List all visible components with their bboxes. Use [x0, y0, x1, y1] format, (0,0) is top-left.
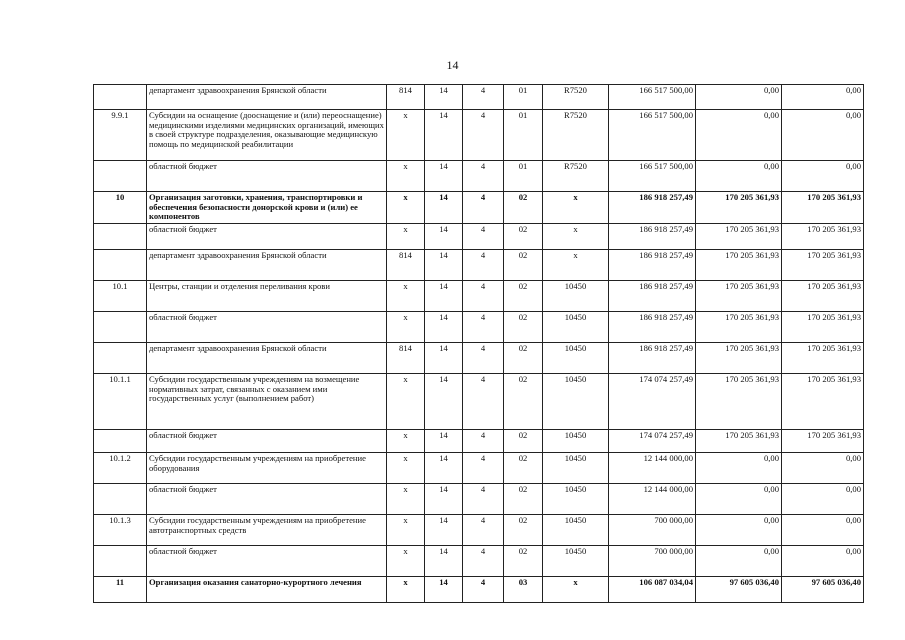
section-code: 14 [425, 545, 463, 576]
target-code-1: 01 [504, 161, 543, 192]
target-code-2: 10450 [543, 429, 609, 452]
row-number [94, 249, 147, 280]
subsection-code: 4 [463, 514, 504, 545]
section-code: 14 [425, 514, 463, 545]
target-code-1: 02 [504, 342, 543, 373]
row-number [94, 483, 147, 514]
amount-year-3: 0,00 [782, 452, 864, 483]
subsection-code: 4 [463, 223, 504, 249]
page-number: 14 [446, 58, 459, 72]
grbs-code: х [387, 161, 425, 192]
subsection-code: 4 [463, 342, 504, 373]
table-row [94, 249, 864, 280]
table-row [94, 161, 864, 192]
amount-year-2: 170 205 361,93 [696, 249, 782, 280]
target-code-2: 10450 [543, 311, 609, 342]
target-code-1: 02 [504, 280, 543, 311]
grbs-code: х [387, 429, 425, 452]
amount-year-1: 186 918 257,49 [609, 311, 696, 342]
target-code-1: 01 [504, 85, 543, 110]
row-number [94, 223, 147, 249]
section-code: 14 [425, 452, 463, 483]
grbs-code: х [387, 514, 425, 545]
subsection-code: 4 [463, 85, 504, 110]
row-name: департамент здравоохранения Брянской области [147, 85, 387, 110]
table-row [94, 342, 864, 373]
row-number: 10 [94, 192, 147, 224]
amount-year-3: 170 205 361,93 [782, 280, 864, 311]
target-code-2: 10450 [543, 483, 609, 514]
target-code-1: 02 [504, 223, 543, 249]
section-code: 14 [425, 110, 463, 161]
grbs-code: х [387, 483, 425, 514]
target-code-2: R7520 [543, 161, 609, 192]
target-code-2: х [543, 249, 609, 280]
row-name: областной бюджет [147, 483, 387, 514]
target-code-2: 10450 [543, 452, 609, 483]
table-row [94, 311, 864, 342]
table-row [94, 514, 864, 545]
grbs-code: х [387, 452, 425, 483]
section-code: 14 [425, 429, 463, 452]
row-number [94, 85, 147, 110]
amount-year-2: 170 205 361,93 [696, 192, 782, 224]
target-code-1: 02 [504, 452, 543, 483]
amount-year-3: 0,00 [782, 545, 864, 576]
amount-year-1: 186 918 257,49 [609, 249, 696, 280]
amount-year-2: 0,00 [696, 161, 782, 192]
row-number [94, 342, 147, 373]
section-code: 14 [425, 223, 463, 249]
amount-year-3: 170 205 361,93 [782, 192, 864, 224]
row-name: областной бюджет [147, 429, 387, 452]
subsection-code: 4 [463, 311, 504, 342]
table-row [94, 280, 864, 311]
target-code-2: R7520 [543, 110, 609, 161]
amount-year-2: 0,00 [696, 483, 782, 514]
section-code: 14 [425, 85, 463, 110]
row-number: 10.1.3 [94, 514, 147, 545]
amount-year-2: 170 205 361,93 [696, 223, 782, 249]
amount-year-3: 170 205 361,93 [782, 249, 864, 280]
subsection-code: 4 [463, 576, 504, 602]
amount-year-3: 170 205 361,93 [782, 342, 864, 373]
subsection-code: 4 [463, 280, 504, 311]
row-name: департамент здравоохранения Брянской области [147, 249, 387, 280]
row-name: областной бюджет [147, 545, 387, 576]
target-code-2: 10450 [543, 280, 609, 311]
amount-year-1: 166 517 500,00 [609, 110, 696, 161]
section-code: 14 [425, 161, 463, 192]
row-number: 9.9.1 [94, 110, 147, 161]
amount-year-2: 170 205 361,93 [696, 342, 782, 373]
section-code: 14 [425, 192, 463, 224]
target-code-2: х [543, 223, 609, 249]
target-code-2: 10450 [543, 545, 609, 576]
table-row [94, 452, 864, 483]
grbs-code: х [387, 280, 425, 311]
amount-year-1: 186 918 257,49 [609, 280, 696, 311]
row-number [94, 161, 147, 192]
row-name: областной бюджет [147, 161, 387, 192]
table-row [94, 373, 864, 429]
row-name: Субсидии государственным учреждениям на приобретение автотранспортных средств [147, 514, 387, 545]
amount-year-1: 12 144 000,00 [609, 452, 696, 483]
amount-year-1: 186 918 257,49 [609, 192, 696, 224]
amount-year-2: 97 605 036,40 [696, 576, 782, 602]
row-name: Субсидии на оснащение (дооснащение и (или) переоснащение) медицинскими изделиями медицинских организаций, имеющих в своей структуре подразделения, оказывающие медицинскую помощь по медицинской реабилитации [147, 110, 387, 161]
amount-year-3: 0,00 [782, 514, 864, 545]
grbs-code: х [387, 545, 425, 576]
amount-year-3: 170 205 361,93 [782, 429, 864, 452]
amount-year-1: 186 918 257,49 [609, 342, 696, 373]
amount-year-3: 170 205 361,93 [782, 311, 864, 342]
grbs-code: 814 [387, 85, 425, 110]
amount-year-2: 0,00 [696, 545, 782, 576]
section-code: 14 [425, 280, 463, 311]
amount-year-2: 0,00 [696, 85, 782, 110]
amount-year-2: 170 205 361,93 [696, 373, 782, 429]
target-code-2: 10450 [543, 373, 609, 429]
amount-year-2: 0,00 [696, 452, 782, 483]
section-code: 14 [425, 249, 463, 280]
row-name: областной бюджет [147, 223, 387, 249]
grbs-code: х [387, 311, 425, 342]
grbs-code: х [387, 223, 425, 249]
amount-year-1: 174 074 257,49 [609, 373, 696, 429]
row-name: Организация заготовки, хранения, транспортировки и обеспечения безопасности донорской крови и (или) ее компонентов [147, 192, 387, 224]
subsection-code: 4 [463, 373, 504, 429]
target-code-2: х [543, 192, 609, 224]
subsection-code: 4 [463, 483, 504, 514]
table-row [94, 85, 864, 110]
target-code-1: 02 [504, 429, 543, 452]
amount-year-1: 166 517 500,00 [609, 85, 696, 110]
row-number: 10.1.1 [94, 373, 147, 429]
subsection-code: 4 [463, 545, 504, 576]
amount-year-2: 170 205 361,93 [696, 311, 782, 342]
section-code: 14 [425, 342, 463, 373]
amount-year-1: 106 087 034,04 [609, 576, 696, 602]
subsection-code: 4 [463, 429, 504, 452]
grbs-code: 814 [387, 342, 425, 373]
amount-year-1: 174 074 257,49 [609, 429, 696, 452]
amount-year-3: 170 205 361,93 [782, 223, 864, 249]
target-code-2: х [543, 576, 609, 602]
grbs-code: х [387, 576, 425, 602]
subsection-code: 4 [463, 452, 504, 483]
target-code-1: 02 [504, 373, 543, 429]
subsection-code: 4 [463, 161, 504, 192]
amount-year-1: 166 517 500,00 [609, 161, 696, 192]
section-code: 14 [425, 483, 463, 514]
target-code-2: R7520 [543, 85, 609, 110]
amount-year-2: 0,00 [696, 110, 782, 161]
target-code-1: 01 [504, 110, 543, 161]
table-row [94, 223, 864, 249]
table-row [94, 192, 864, 224]
row-number: 10.1 [94, 280, 147, 311]
table-row [94, 483, 864, 514]
row-number [94, 429, 147, 452]
row-name: Субсидии государственным учреждениям на возмещение нормативных затрат, связанных с оказанием ими государственных услуг (выполнением работ) [147, 373, 387, 429]
row-number [94, 311, 147, 342]
amount-year-3: 97 605 036,40 [782, 576, 864, 602]
row-name: Центры, станции и отделения переливания крови [147, 280, 387, 311]
row-name: областной бюджет [147, 311, 387, 342]
section-code: 14 [425, 373, 463, 429]
amount-year-2: 170 205 361,93 [696, 429, 782, 452]
subsection-code: 4 [463, 192, 504, 224]
row-number [94, 545, 147, 576]
grbs-code: х [387, 373, 425, 429]
table-row [94, 429, 864, 452]
table-row [94, 110, 864, 161]
target-code-2: 10450 [543, 514, 609, 545]
row-name: департамент здравоохранения Брянской области [147, 342, 387, 373]
target-code-1: 02 [504, 249, 543, 280]
grbs-code: 814 [387, 249, 425, 280]
target-code-1: 02 [504, 311, 543, 342]
table-row [94, 576, 864, 602]
budget-table [93, 84, 864, 603]
subsection-code: 4 [463, 249, 504, 280]
row-name: Организация оказания санаторно-курортного лечения [147, 576, 387, 602]
amount-year-3: 0,00 [782, 85, 864, 110]
subsection-code: 4 [463, 110, 504, 161]
amount-year-3: 0,00 [782, 161, 864, 192]
target-code-2: 10450 [543, 342, 609, 373]
section-code: 14 [425, 311, 463, 342]
amount-year-2: 170 205 361,93 [696, 280, 782, 311]
amount-year-2: 0,00 [696, 514, 782, 545]
target-code-1: 02 [504, 514, 543, 545]
amount-year-3: 0,00 [782, 483, 864, 514]
target-code-1: 02 [504, 545, 543, 576]
grbs-code: х [387, 192, 425, 224]
target-code-1: 02 [504, 483, 543, 514]
amount-year-3: 170 205 361,93 [782, 373, 864, 429]
section-code: 14 [425, 576, 463, 602]
amount-year-3: 0,00 [782, 110, 864, 161]
amount-year-1: 700 000,00 [609, 545, 696, 576]
grbs-code: х [387, 110, 425, 161]
amount-year-1: 12 144 000,00 [609, 483, 696, 514]
amount-year-1: 700 000,00 [609, 514, 696, 545]
row-name: Субсидии государственным учреждениям на приобретение оборудования [147, 452, 387, 483]
row-number: 11 [94, 576, 147, 602]
target-code-1: 02 [504, 192, 543, 224]
table-row [94, 545, 864, 576]
amount-year-1: 186 918 257,49 [609, 223, 696, 249]
row-number: 10.1.2 [94, 452, 147, 483]
target-code-1: 03 [504, 576, 543, 602]
